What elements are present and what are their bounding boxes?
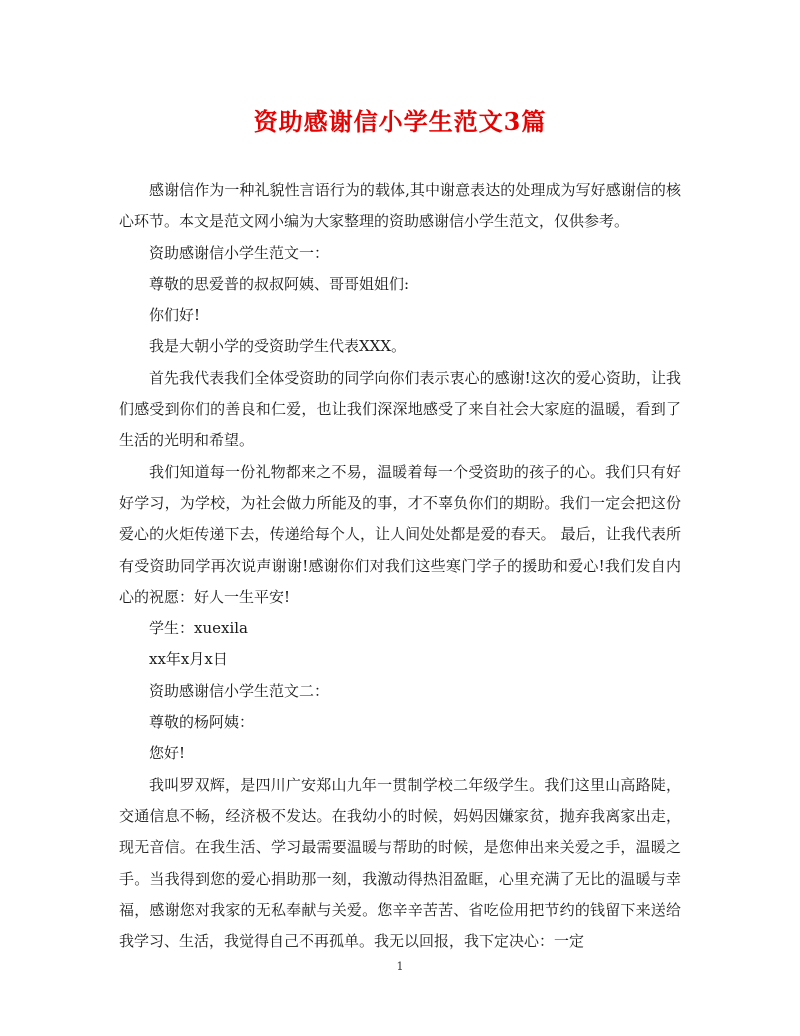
paragraph-salutation-two: 尊敬的杨阿姨： (149, 713, 255, 732)
paragraph-promise: 我们知道每一份礼物都来之不易，温暖着每一个受资助的孩子的心。我们只有好好学习，为学校，为社会做力所能及的事，才不辜负你们的期盼。我们一定会把这份爱心的火炬传递下去，传递给每个人，让人间处处都是爱的春天。 最后，让我代表所有受资助同学再次说声谢谢!感谢你们对我们这些寒门学子的援助和爱心!我们发自内心的祝愿：好人一生平安! (119, 462, 681, 606)
document-body (119, 175, 681, 957)
paragraph-story: 我叫罗双辉，是四川广安郑山九年一贯制学校二年级学生。我们这里山高路陡，交通信息不畅，经济极不发达。在我幼小的时候，妈妈因嫌家贫，抛弃我离家出走，现无音信。在我生活、学习最需要温暖与帮助的时候，是您伸出来关爱之手，温暖之手。当我得到您的爱心捐助那一刻，我激动得热泪盈眶，心里充满了无比的温暖与幸福，感谢您对我家的无私奉献与关爱。您辛辛苦苦、省吃俭用把节约的钱留下来送给我学习、生活，我觉得自己不再孤单。我无以回报，我下定决心：一定 (119, 775, 681, 951)
paragraph-salutation-one: 尊敬的思爱普的叔叔阿姨、哥哥姐姐们: (149, 274, 410, 293)
paragraph-greeting-two: 您好! (149, 744, 186, 763)
paragraph-date: xx年x月x日 (149, 650, 228, 669)
paragraph-signature: 学生：xuexila (149, 619, 248, 638)
paragraph-self-intro: 我是大朝小学的受资助学生代表XXX。 (149, 337, 407, 356)
page-number: 1 (396, 960, 404, 973)
paragraph-thanks: 首先我代表我们全体受资助的同学向你们表示衷心的感谢!这次的爱心资助，让我们感受到你们的善良和仁爱，也让我们深深地感受了来自社会大家庭的温暖，看到了生活的光明和希望。 (119, 368, 681, 450)
paragraph-heading-one: 资助感谢信小学生范文一： (149, 243, 330, 262)
paragraph-greeting-one: 你们好! (149, 306, 201, 325)
document-title: 资助感谢信小学生范文3篇 (253, 107, 547, 136)
paragraph-heading-two: 资助感谢信小学生范文二： (149, 681, 330, 700)
paragraph-intro: 感谢信作为一种礼貌性言语行为的载体,其中谢意表达的处理成为写好感谢信的核心环节。本文是范文网小编为大家整理的资助感谢信小学生范文，仅供参考。 (119, 181, 681, 231)
